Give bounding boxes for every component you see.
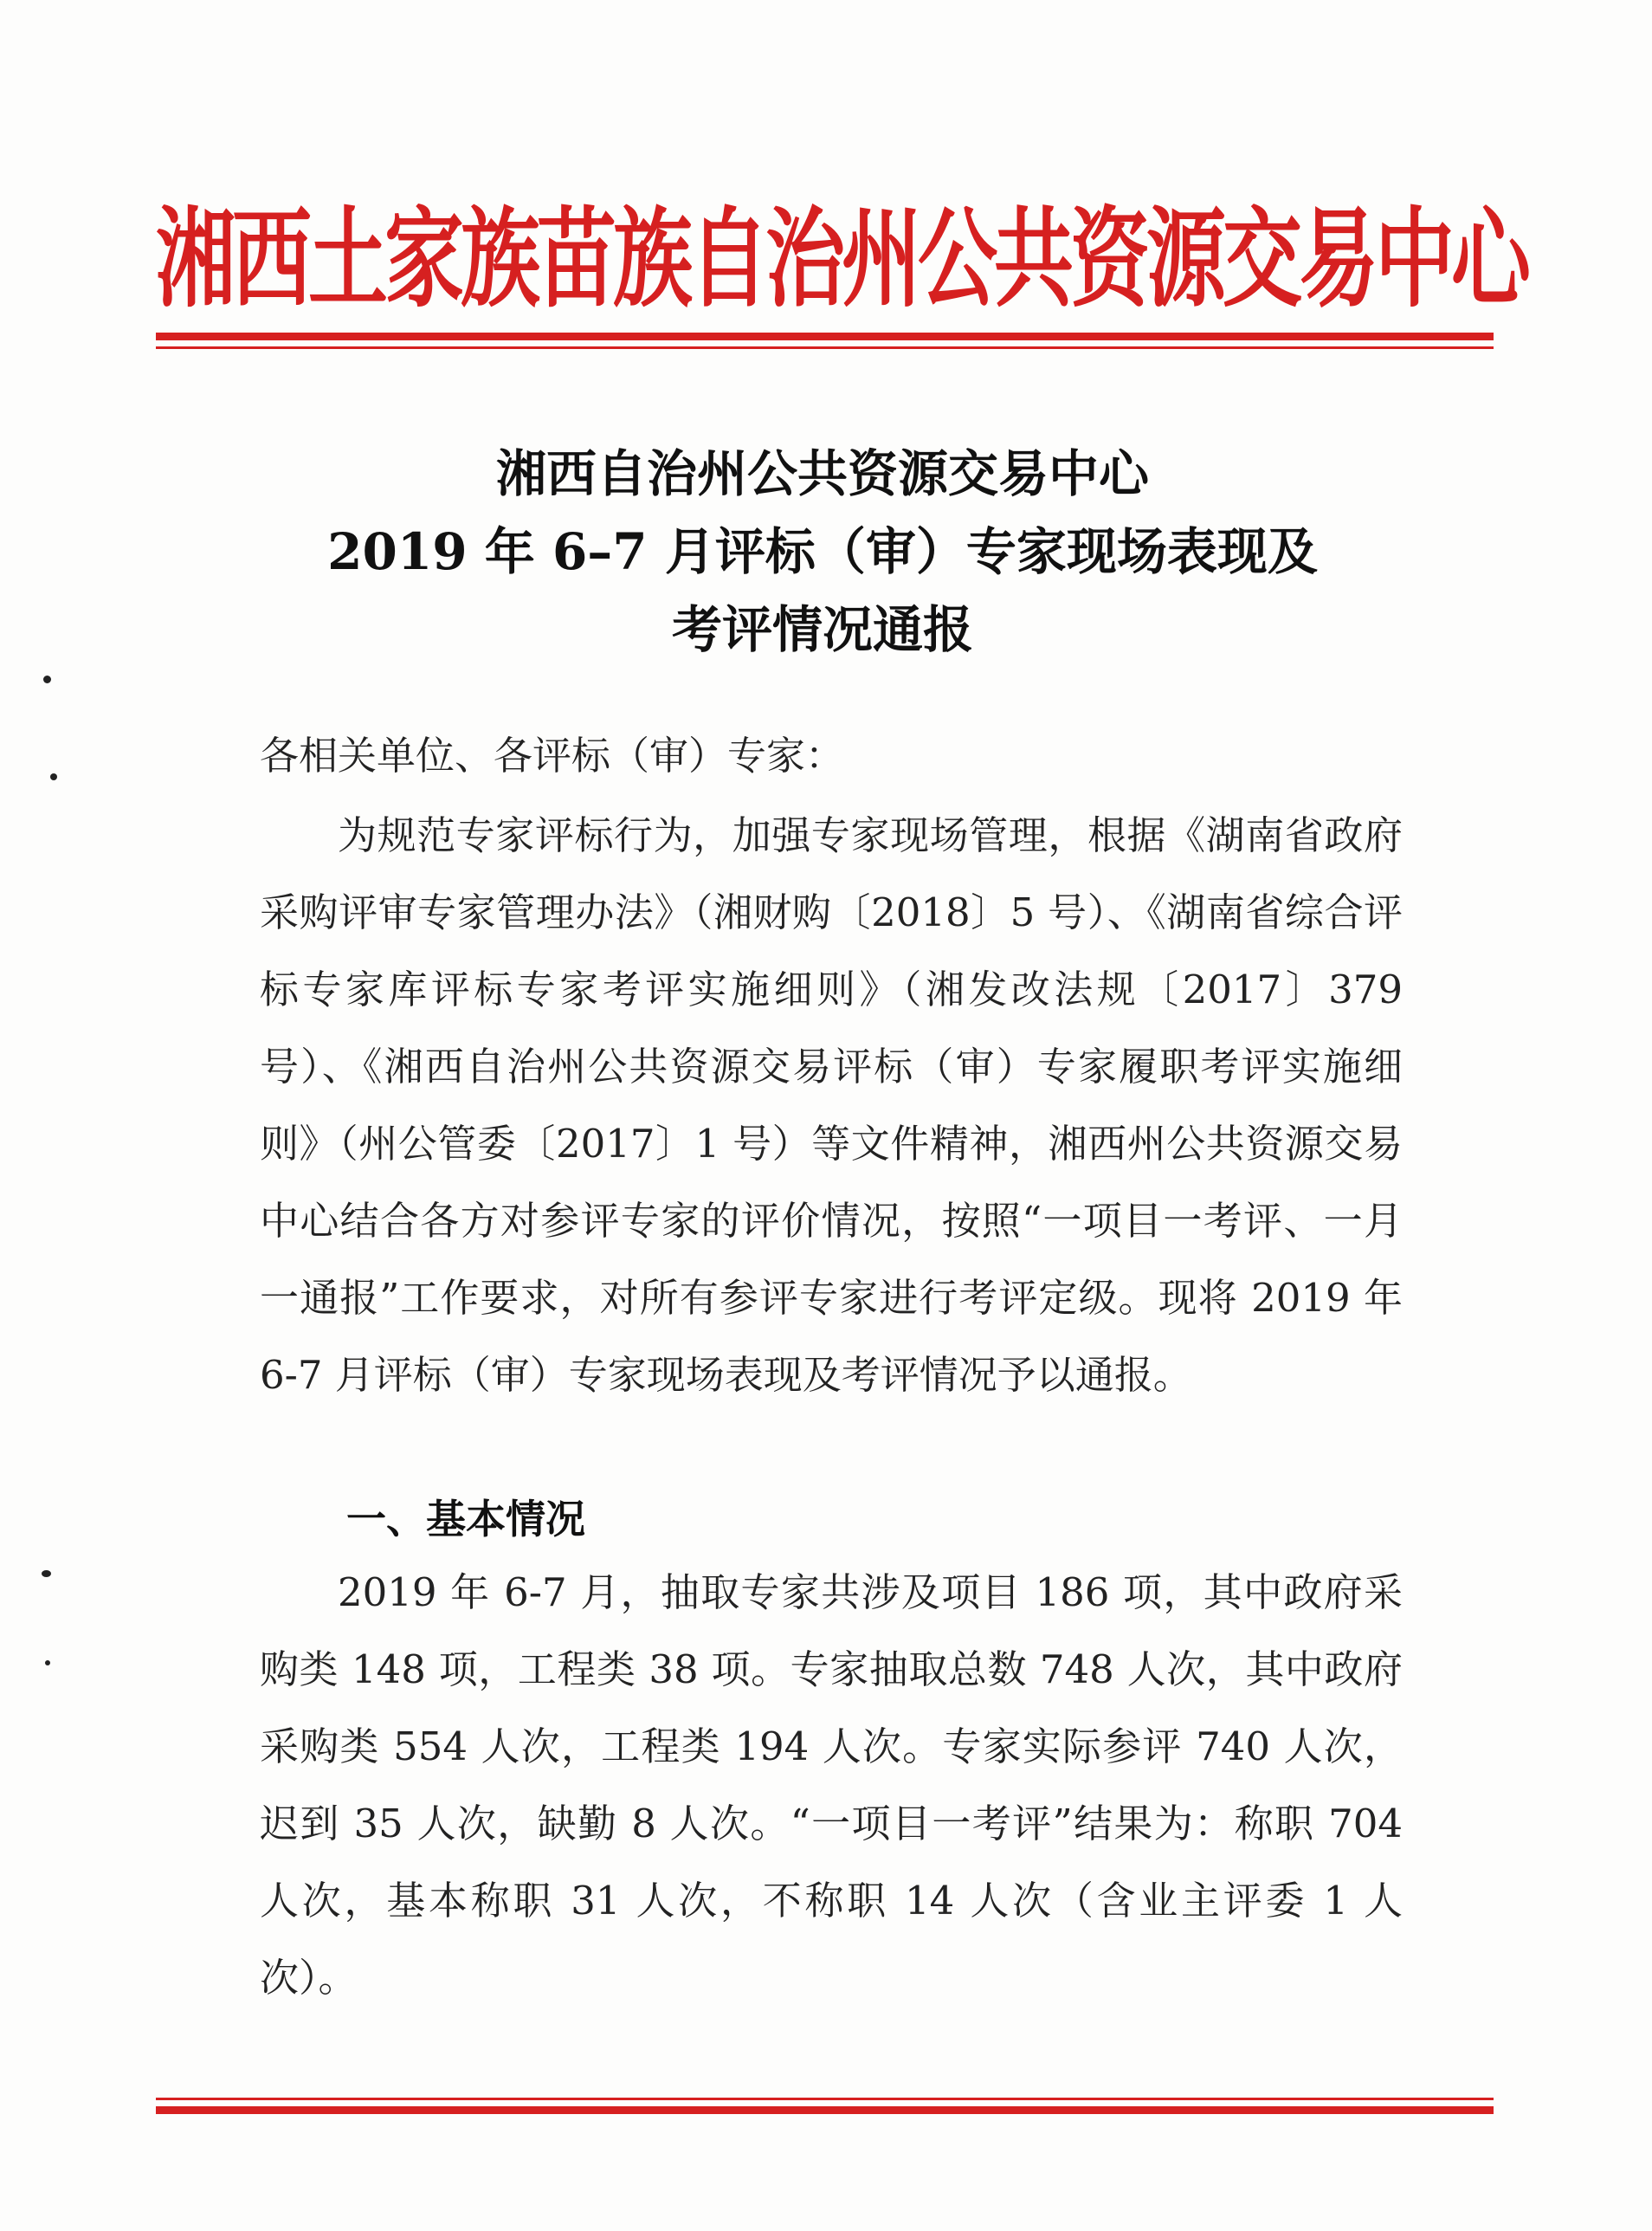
footer-rule-thin <box>156 2098 1494 2100</box>
body-paragraph-1-container <box>260 797 1403 1413</box>
document-title-line-2: 2019 年 6–7 月评标（审）专家现场表现及 <box>327 522 1318 581</box>
scan-speck-1 <box>43 676 51 683</box>
footer-rule-thick <box>156 2106 1494 2114</box>
document-title-line-3: 考评情况通报 <box>671 600 973 659</box>
scan-speck-4 <box>45 1660 50 1665</box>
letterhead-org-name: 湘西土家族苗族自治州公共资源交易中心 <box>156 195 1528 322</box>
scan-speck-3 <box>42 1570 51 1577</box>
salutation: 各相关单位、各评标（审）专家： <box>260 733 845 779</box>
body-paragraph-2-container <box>260 1554 1403 2016</box>
body-paragraph-1: 为规范专家评标行为，加强专家现场管理，根据《湖南省政府采购评审专家管理办法》（湘财购〔2018〕5 号）、《湖南省综合评标专家库评标专家考评实施细则》（湘发改法规〔2017〕379 号）、《湘西自治州公共资源交易评标（审）专家履职考评实施细则》（州公管委〔2017〕1 号）等文件精神，湘西州公共资源交易中心结合各方对参评专家的评价情况，按照“一项目一考评、一月一通报”工作要求，对所有参评专家进行考评定级。现将 2019 年 6-7 月评标（审）专家现场表现及考评情况予以通报。 <box>260 812 1403 1398</box>
document-title-line-1: 湘西自治州公共资源交易中心 <box>495 444 1149 503</box>
letterhead-rule-thin <box>156 346 1494 349</box>
section-heading-1: 一、基本情况 <box>346 1496 585 1542</box>
scan-speck-2 <box>50 773 57 780</box>
body-paragraph-2: 2019 年 6-7 月，抽取专家共涉及项目 186 项，其中政府采购类 148 项，工程类 38 项。专家抽取总数 748 人次，其中政府采购类 554 人次，工程类 194 人次。专家实际参评 740 人次，迟到 35 人次，缺勤 8 人次。“一项目一考评”结果为：称职 704 人次，基本称职 31 人次，不称职 14 人次（含业主评委 1 人次）。 <box>260 1569 1403 2001</box>
letterhead-rule-thick <box>156 333 1494 340</box>
